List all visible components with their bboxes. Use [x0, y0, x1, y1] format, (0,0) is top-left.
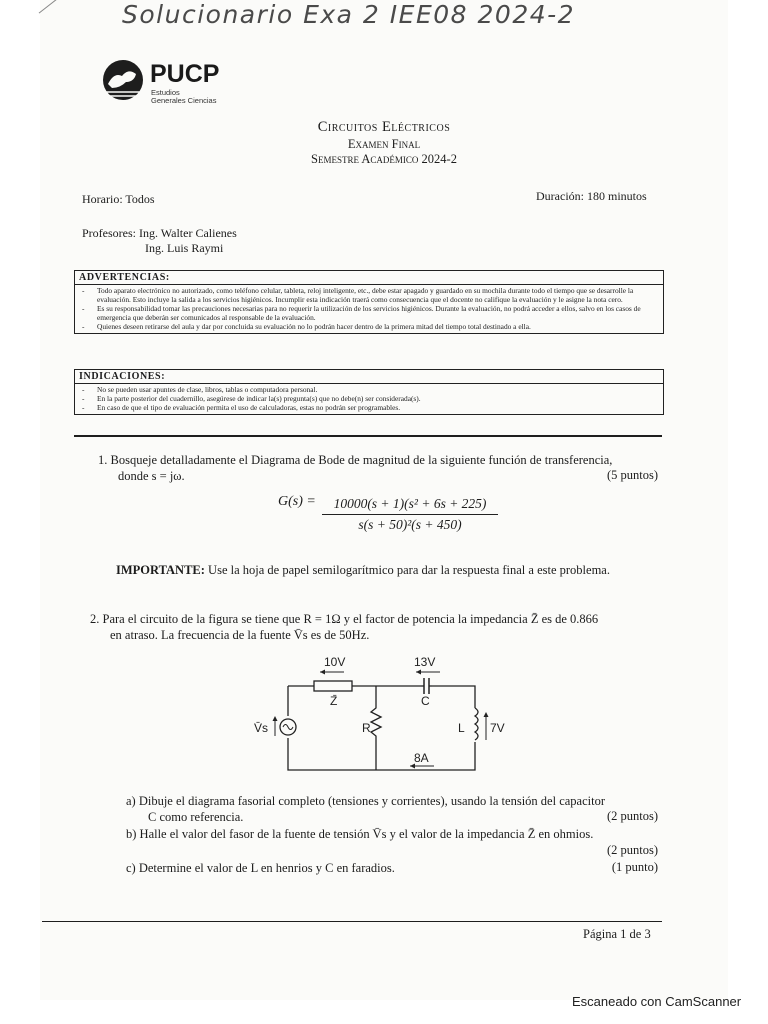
logo-line-2: Generales Ciencias	[151, 96, 217, 105]
instruction-item: - No se pueden usar apuntes de clase, libros, tablas o computadora personal.	[97, 385, 657, 394]
q2b-line: b) Halle el valor del fasor de la fuente de tensión V̄s y el valor de la impedancia Z̄ en ohmios.	[126, 827, 594, 841]
q2a-line-2: C como referencia.	[148, 810, 244, 824]
q2-line-2: en atraso. La frecuencia de la fuente V̄s es de 50Hz.	[110, 628, 370, 642]
q1-line-2: donde s = jω.	[118, 469, 185, 483]
exam-title: Examen Final	[347, 137, 421, 151]
warning-item: - Quienes deseen retirarse del aula y dar por concluida su evaluación no lo podrán hacer dentro de la primera mitad del tiempo total destinado a ella.	[97, 322, 657, 331]
l-label: L	[458, 721, 465, 735]
q1-line-1: 1. Bosqueje detalladamente el Diagrama de Bode de magnitud de la siguiente función de transferencia,	[98, 453, 613, 467]
duration-text: Duración: 180 minutos	[536, 189, 647, 203]
c-label: C	[421, 694, 430, 708]
instruction-item: - En caso de que el tipo de evaluación permita el uso de calculadoras, estas no podrán ser programables.	[97, 403, 657, 412]
footer-divider	[42, 921, 662, 922]
warning-item: - Es su responsabilidad tomar las precauciones necesarias para no requerir la utilización de los servicios higiénicos. Durante la evaluación, no podrá acceder a ellos, salvo en los casos de emergencia que deberán ser comunicados al responsable de la evaluación.	[97, 304, 657, 322]
important-note	[116, 562, 610, 578]
course-title: Circuitos Eléctricos	[317, 119, 451, 135]
q2-line-1: 2. Para el circuito de la figura se tiene que R = 1Ω y el factor de potencia la impedancia Z̄ es de 0.866	[90, 612, 599, 626]
instructions-title: INDICACIONES:	[75, 370, 663, 384]
important-text: Use la hoja de papel semilogarítmico para dar la respuesta final a este problema.	[208, 563, 610, 577]
q2a-points: (2 puntos)	[606, 809, 658, 823]
transfer-function-lhs: G(s) =	[278, 494, 316, 509]
semester-title: Semestre Académico 2024-2	[311, 152, 457, 166]
circuit-diagram	[250, 650, 520, 780]
source-label: V̄s	[254, 721, 269, 735]
pucp-logo-icon	[100, 58, 146, 102]
logo-name: PUCP	[150, 60, 220, 88]
z-voltage-label: 10V	[324, 655, 346, 669]
warnings-box	[74, 270, 664, 334]
q1-points: (5 puntos)	[606, 468, 658, 482]
warnings-title: ADVERTENCIAS:	[75, 271, 663, 285]
impedance-z	[314, 681, 352, 691]
l-voltage-label: 7V	[490, 721, 505, 735]
r-label: R	[362, 721, 371, 735]
warnings-list	[75, 285, 663, 333]
instruction-item: - En la parte posterior del cuadernillo, asegúrese de indicar la(s) pregunta(s) que no debe(n) ser considerada(s).	[97, 394, 657, 403]
q2c-line: c) Determine el valor de L en henrios y C en faradios.	[126, 861, 395, 875]
instructions-box	[74, 369, 664, 415]
logo-subtitle	[151, 89, 216, 105]
transfer-function-numerator: 10000(s + 1)(s² + 6s + 225)	[322, 496, 498, 515]
scanner-watermark: Escaneado con CamScanner	[572, 994, 742, 1009]
transfer-function-fraction	[322, 496, 498, 533]
z-label: Z̄	[330, 694, 338, 708]
q2c-points: (1 punto)	[611, 860, 658, 874]
professors-text: Profesores: Ing. Walter Calienes	[82, 226, 237, 240]
logo-line-1: Estudios	[151, 88, 180, 97]
current-label: 8A	[414, 751, 429, 765]
circuit-wire	[288, 686, 475, 770]
warning-item: - Todo aparato electrónico no autorizado, como teléfono celular, tableta, reloj inteligente, etc., debe estar apagado y guardado en su mochila durante todo el tiempo que se desarrolle la evaluación. Esto incluye la salida a los servicios higiénicos. Incumplir esta indicación traerá como consecuencia que el docente no califique la evaluación y le asigne la nota cero.	[97, 286, 657, 304]
instructions-list	[75, 384, 663, 414]
professor-2-text: Ing. Luis Raymi	[145, 241, 224, 255]
transfer-function-denominator: s(s + 50)²(s + 450)	[358, 517, 462, 532]
schedule-text: Horario: Todos	[82, 192, 155, 206]
q2b-points: (2 puntos)	[606, 843, 658, 857]
c-voltage-label: 13V	[414, 655, 436, 669]
section-divider	[74, 435, 662, 437]
important-label: IMPORTANTE:	[116, 563, 205, 577]
page-number: Página 1 de 3	[583, 927, 651, 941]
q2a-line-1: a) Dibuje el diagrama fasorial completo (tensiones y corrientes), usando la tensión del capacitor	[126, 794, 605, 808]
resistor-r	[371, 686, 381, 770]
handwritten-title: Solucionario Exa 2 IEE08 2024-2	[122, 0, 576, 29]
